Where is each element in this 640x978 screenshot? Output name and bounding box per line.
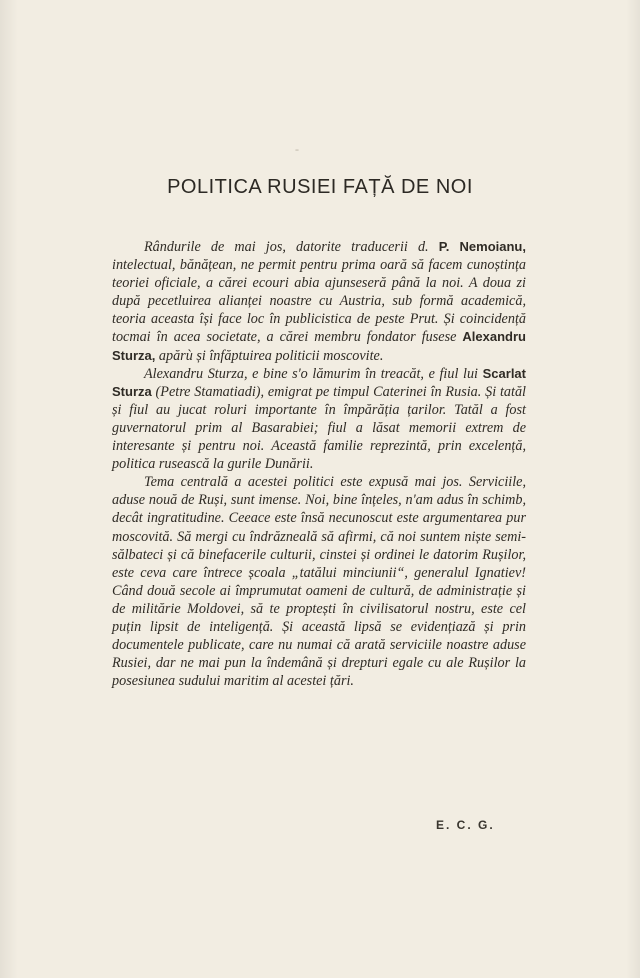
- p2-text-2: (Petre Stamatiadi), emigrat pe timpul Caterinei în Rusia. Și tatăl și fiul au jucat roluri importante în împărăția țarilor. Tatăl a fost guvernatorul prim al Basarabiei; fiul a lăsat memorii extrem de interesante și pentru noi. Această familie reprezintă, prin excelență, politica rusească la gurile Dunării.: [112, 383, 526, 473]
- paragraph-3: [112, 473, 526, 690]
- paragraph-2: [112, 365, 526, 474]
- p1-text-2: intelectual, bănățean, ne permit pentru prima oară să facem cunoștința teoriei oficiale, a cărei ecouri abia ajunseseră până la noi. A doua zi după pecetluirea alianței noastre cu Austria, sub formă academică, teoria aceasta își face loc în publicistica de peste Prut. Și coincidență tocmai în acea societate, a cărei membru fondator fusese: [112, 257, 526, 346]
- p1-name-alexandru-sturza: Alexandru Sturza,: [112, 329, 526, 363]
- p2-text-1: Alexandru Sturza, e bine s'o lămurim în treacăt, e fiul lui: [144, 365, 483, 382]
- p3-text-1: Tema centrală a acestei politici este expusă mai jos. Serviciile, aduse nouă de Ruși, sunt imense. Noi, bine înțeles, n'am adus în schimb, decât ingratitudine. Ceeace este însă necunoscut este argumentarea pur moscovită. Să mergi cu îndrăzneală să afirmi, că noi suntem niște semi-sălbateci și că binefacerile culturii, cinstei și ordinei le datorim Rușilor, este ceva care întrece școala „tatălui minciunii“, generalul Ignatiev! Când două secole ai împrumutat oameni de cultură, de administrație și de militărie Moldovei, să te proptești în civilisatorul nostru, este cel puțin lipsit de inteligență. Și această lipsă se evidențiază și prin documentele publicate, care nu numai că arată serviciile noastre aduse Rusiei, dar ne mai pun la îndemână și drepturi egale cu ale Rușilor la posesiunea sudului maritim al acestei țări.: [112, 474, 526, 690]
- author-initials: E. C. G.: [436, 818, 495, 832]
- p1-text-1: Rândurile de mai jos, datorite traducerii d.: [144, 239, 439, 255]
- paragraph-1: [112, 238, 526, 365]
- p1-name-nemoianu: P. Nemoianu,: [438, 239, 526, 254]
- article-title: POLITICA RUSIEI FAȚĂ DE NOI: [167, 176, 473, 198]
- p1-text-3: apărù și înfăptuirea politicii moscovite.: [155, 347, 384, 364]
- p2-name-scarlat-sturza: Scarlat Sturza: [112, 365, 526, 399]
- article-body: [112, 238, 526, 690]
- ornament-mark: -: [295, 142, 299, 156]
